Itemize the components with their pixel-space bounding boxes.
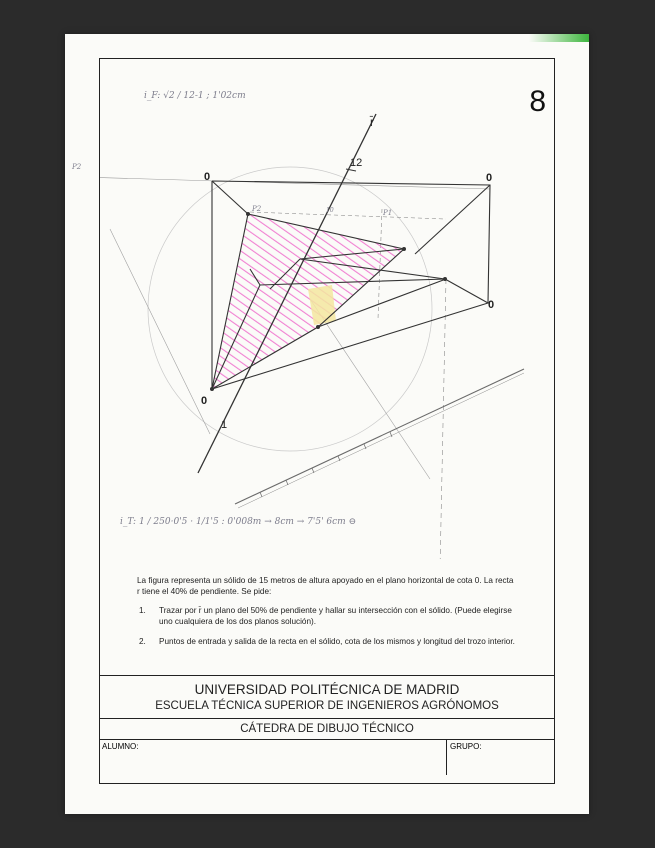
label-r-bar: r̄	[370, 115, 374, 129]
dashed-projector	[250, 212, 446, 219]
intersection-hatch	[212, 214, 404, 389]
construction-line	[100, 177, 490, 189]
exam-sheet	[65, 34, 589, 814]
statement-item	[137, 636, 517, 647]
statement-item	[137, 605, 517, 627]
construction-line	[110, 229, 210, 434]
label-10: 10	[326, 207, 334, 214]
chair-name: CÁTEDRA DE DIBUJO TÉCNICO	[100, 719, 554, 740]
label-cota-0-left: 0	[201, 395, 208, 407]
sheet-number: 8	[529, 85, 546, 118]
label-p2-mid: P2	[252, 205, 262, 213]
student-fields	[100, 740, 554, 775]
graduated-scale-inner	[238, 373, 524, 508]
problem-statement	[137, 575, 517, 656]
title-block-header	[100, 676, 554, 719]
handwritten-formula-bottom: i_T: 1 / 250·0'5 · 1/1'5 : 0'008m → 8cm → 7'5' 6cm ⊖	[120, 517, 357, 527]
item-number: 2.	[139, 637, 146, 646]
label-p2-left: P2	[72, 163, 82, 171]
scale-ticks	[260, 432, 392, 497]
item-number: 1.	[139, 606, 146, 615]
label-cota-0-right: 0	[488, 299, 495, 311]
sheet-frame	[72, 58, 555, 784]
dashed-projector	[440, 279, 446, 559]
grupo-label: GRUPO:	[450, 742, 482, 751]
label-1: 1	[221, 419, 228, 431]
alumno-label: ALUMNO:	[102, 742, 139, 751]
construction-line	[310, 299, 430, 479]
handwritten-formula-top: i_F: √2 / 12-1 ; 1'02cm	[144, 91, 246, 101]
graduated-scale	[235, 369, 524, 504]
grupo-field	[446, 740, 554, 775]
statement-intro: La figura representa un sólido de 15 metros de altura apoyado en el plano horizontal de cota 0. La recta r tiene el 40% de pendiente. Se pide:	[137, 576, 514, 596]
school-name: ESCUELA TÉCNICA SUPERIOR DE INGENIEROS AGRÓNOMOS	[155, 700, 499, 712]
label-cota-0-topleft: 0	[204, 171, 211, 183]
label-12: 12	[350, 157, 363, 169]
green-marker-stroke	[529, 34, 589, 42]
university-name: UNIVERSIDAD POLITÉCNICA DE MADRID	[194, 682, 460, 697]
label-cota-0-topright: 0	[486, 172, 493, 184]
item-text: Trazar por r̄ un plano del 50% de pendiente y hallar su intersección con el sólido. (Puede elegirse uno cualquiera de los dos planos solución).	[159, 606, 512, 626]
label-p1: P1	[383, 209, 393, 217]
item-text: Puntos de entrada y salida de la recta en el sólido, cota de los mismos y longitud del trozo interior.	[159, 637, 515, 646]
title-block	[100, 675, 554, 775]
